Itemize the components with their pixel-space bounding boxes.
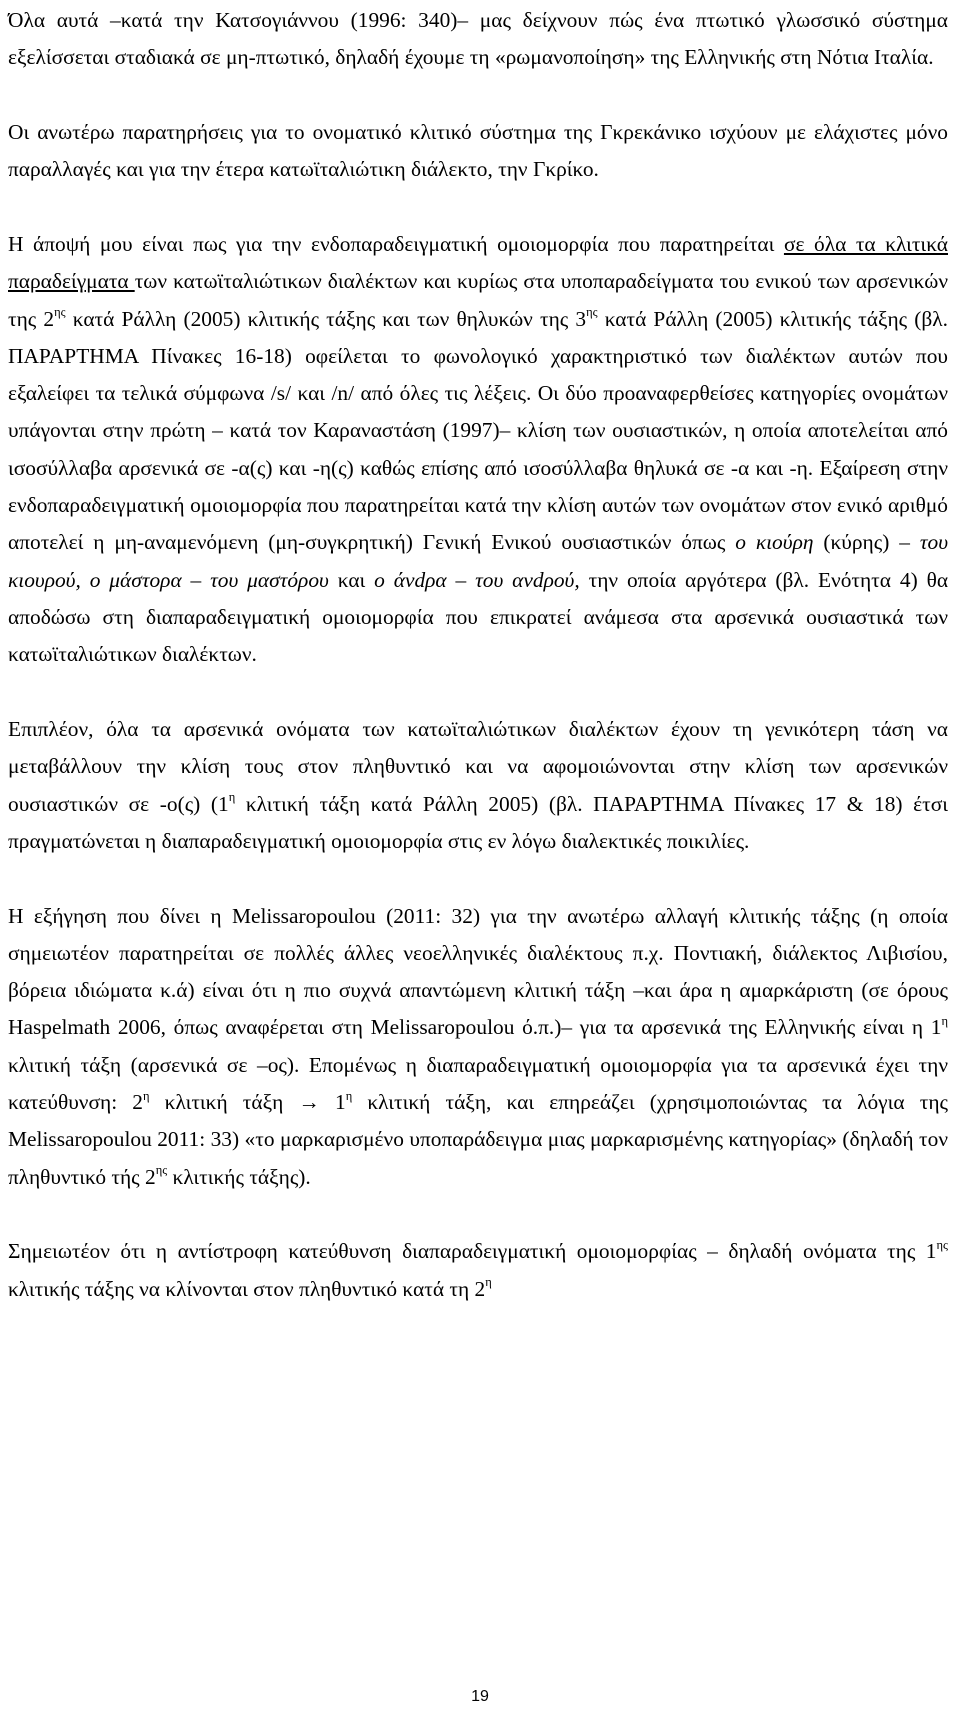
page-number: 19 bbox=[471, 1688, 489, 1705]
paragraph-5 bbox=[8, 898, 948, 1196]
text-run: κλιτικής τάξης να κλίνονται στον πληθυντικό κατά τη 2 bbox=[8, 1276, 486, 1301]
text-run: Σημειωτέον ότι η αντίστροφη κατεύθυνση διαπαραδειγματική ομοιομορφίας – δηλαδή ονόματα της 1 bbox=[8, 1239, 937, 1264]
paragraph-6 bbox=[8, 1233, 948, 1308]
ordinal-suffix: η bbox=[142, 1088, 150, 1103]
text-run: την οποία αργότερα (βλ. Ενότητα 4) θα αποδώσω στη διαπαραδειγματική ομοιομορφία που επικρατεί ανάμεσα στα αρσενικά ουσιαστικά των κατωϊταλιώτικων διαλέκτων. bbox=[8, 567, 949, 667]
paragraph-4 bbox=[8, 711, 948, 860]
text-run: και bbox=[328, 567, 375, 592]
text-run: κλιτική τάξη, και επηρεάζει (χρησιμοποιώντας τα λόγια της Melissaropoulou 2011: 33) «το μαρκαρισμένο υποπαράδειγμα μιας μαρκαρισμένης κατηγορίας» (δηλαδή τον πληθυντικό τής 2 bbox=[8, 1089, 948, 1189]
text-run: Επιπλέον, όλα τα αρσενικά ονόματα των κατωϊταλιώτικων διαλέκτων έχουν τη γενικότερη τάση να μεταβάλλουν την κλίση τους στον πληθυντικό και να αφομοιώνονται στην κλίση των αρσενικών ουσιαστικών σε -ο(ς) (1 bbox=[8, 716, 948, 816]
text-run: κλιτική τάξη κατά Ράλλη 2005) (βλ. ΠΑΡΑΡΤΗΜΑ Πίνακες 17 & 18) έτσι πραγματώνεται η διαπαραδειγματική ομοιομορφία στις εν λόγω διαλεκτικές ποικιλίες. bbox=[8, 791, 948, 853]
text-run: Η εξήγηση που δίνει η Melissaropoulou (2011: 32) για την ανωτέρω αλλαγή κλιτικής τάξης (η οποία σημειωτέον παρατηρείται σε πολλές άλλες νεοελληνικές διαλέκτους π.χ. Ποντιακή, διάλεκτος Λιβισίου, βόρεια ιδιώματα κ.ά) είναι ότι η πιο συχνά απαντώμενη κλιτική τάξη –και άρα η αμαρκάριστη (σε όρους Haspelmath 2006, όπως αναφέρεται στη Melissaropoulou ό.π.)– για τα αρσενικά της Ελληνικής είναι η 1 bbox=[8, 903, 948, 1040]
italic-example: του κιουρού, ο μάστορα – του μαστόρου bbox=[8, 530, 949, 592]
underlined-phrase: σε όλα τα κλιτικά παραδείγματα bbox=[8, 231, 948, 294]
text-run: κατά Ράλλη (2005) κλιτικής τάξης και των θηλυκών της 3 bbox=[65, 306, 587, 331]
ordinal-suffix: ης bbox=[54, 305, 66, 320]
text-run: (κύρης) – bbox=[813, 530, 920, 555]
italic-example: ο άνdρα – του ανdρού, bbox=[374, 567, 580, 592]
text-run: κλιτική τάξη → 1 bbox=[149, 1089, 346, 1114]
text-run: κατά Ράλλη (2005) κλιτικής τάξης (βλ. ΠΑΡΑΡΤΗΜΑ Πίνακες 16-18) οφείλεται το φωνολογικό χαρακτηριστικό των διαλέκτων αυτών που εξαλείφει τα τελικά σύμφωνα /s/ και /n/ από όλες τις λέξεις. Οι δύο προαναφερθείσες κατηγορίες ονομάτων υπάγονται στην πρώτη – κατά τον Καραναστάση (1997)– κλίση των ουσιαστικών, η οποία αποτελείται από ισοσύλλαβα αρσενικά σε -α(ς) και -η(ς) καθώς επίσης από ισοσύλλαβα θηλυκά σε -α και -η. Εξαίρεση στην ενδοπαραδειγματική ομοιομορφία που παρατηρείται κατά την κλίση αυτών των ονομάτων στον ενικό αριθμό αποτελεί η μη-αναμενόμενη (μη-συγκρητική) Γενική Ενικού ουσιαστικών όπως bbox=[8, 306, 949, 555]
paragraph-1: Όλα αυτά –κατά την Κατσογιάννου (1996: 340)– μας δείχνουν πώς ένα πτωτικό γλωσσικό σύστημα εξελίσσεται σταδιακά σε μη-πτωτικό, δηλαδή έχουμε τη «ρωμανοποίηση» της Ελληνικής στη Νότια Ιταλία. bbox=[8, 8, 948, 70]
ordinal-suffix: ης bbox=[936, 1238, 948, 1253]
document-page bbox=[8, 0, 948, 1345]
ordinal-suffix: η bbox=[485, 1275, 492, 1290]
text-run: κλιτικής τάξης). bbox=[167, 1164, 311, 1189]
ordinal-suffix: η bbox=[228, 790, 236, 805]
text-run: των κατωϊταλιώτικων διαλέκτων και κυρίως στα υποπαραδείγματα του ενικού των αρσενικών της 2 bbox=[8, 269, 949, 331]
italic-example: ο κιούρη bbox=[735, 530, 814, 555]
ordinal-suffix: ης bbox=[586, 305, 598, 320]
ordinal-suffix: ης bbox=[155, 1163, 168, 1178]
paragraph-3 bbox=[8, 226, 948, 674]
paragraph-2: Οι ανωτέρω παρατηρήσεις για το ονοματικό κλιτικό σύστημα της Γκρεκάνικο ισχύουν με ελάχιστες μόνο παραλλαγές και για την έτερα κατωϊταλιώτικη διάλεκτο, την Γκρίκο. bbox=[8, 119, 948, 182]
ordinal-suffix: η bbox=[345, 1088, 353, 1103]
text-run: κλιτική τάξη (αρσενικά σε –ος). Επομένως η διαπαραδειγματική ομοιομορφία για τα αρσενικά έχει την κατεύθυνση: 2 bbox=[8, 1052, 948, 1114]
ordinal-suffix: η bbox=[941, 1014, 948, 1029]
text-run: Η άποψή μου είναι πως για την ενδοπαραδειγματική ομοιομορφία που παρατηρείται bbox=[8, 231, 784, 256]
